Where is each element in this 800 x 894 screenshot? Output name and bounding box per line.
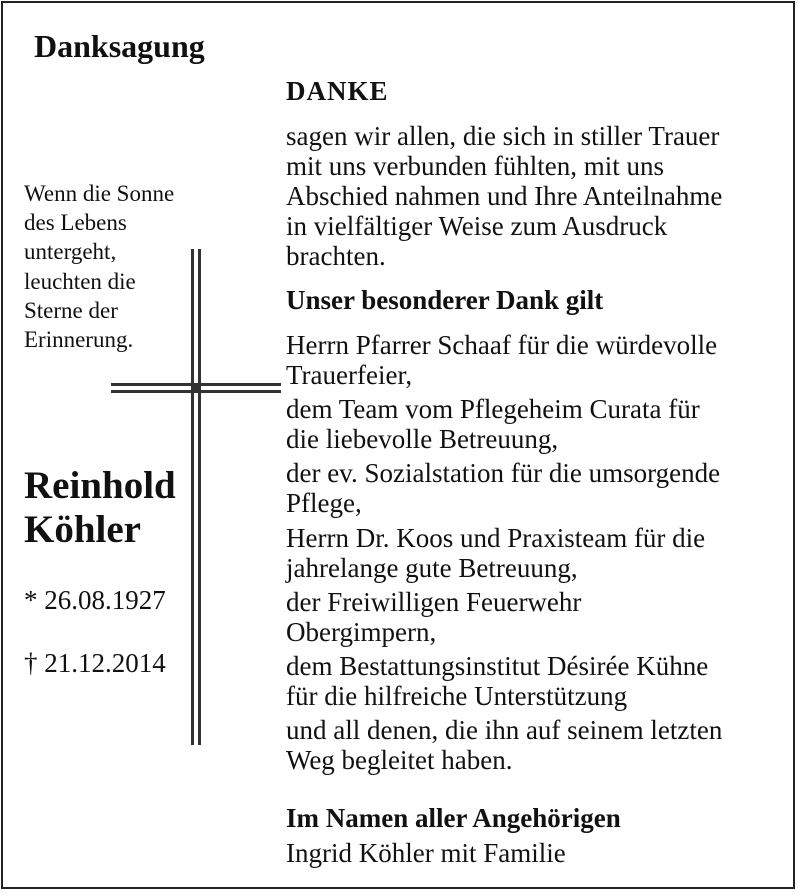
- quote-line: leuchten die: [24, 268, 136, 294]
- recipient-line: der Freiwilligen Feuerwehr: [286, 587, 582, 617]
- death-date: † 21.12.2014: [24, 648, 166, 678]
- thanks-recipient: [286, 330, 717, 390]
- thanks-recipient: [286, 715, 722, 775]
- deceased-name: [24, 464, 176, 552]
- signature-heading: Im Namen aller Angehörigen: [286, 803, 621, 833]
- recipient-line: Herrn Dr. Koos und Praxisteam für die: [286, 523, 706, 553]
- recipient-line: Herrn Pfarrer Schaaf für die würdevolle: [286, 330, 718, 360]
- special-thanks-heading: Unser besonderer Dank gilt: [286, 285, 604, 315]
- deceased-last-name: Köhler: [24, 508, 141, 551]
- thanks-recipient: [286, 587, 581, 647]
- recipient-line: dem Bestattungsinstitut Désirée Kühne: [286, 651, 709, 681]
- deceased-first-name: Reinhold: [24, 464, 176, 507]
- quote-line: Erinnerung.: [24, 327, 134, 353]
- quote-line: Wenn die Sonne: [24, 181, 175, 206]
- thanks-intro: [286, 121, 722, 271]
- recipient-line: Pflege,: [286, 488, 362, 518]
- birth-date: * 26.08.1927: [24, 585, 166, 615]
- recipient-line: der ev. Sozialstation für die umsorgende: [286, 458, 721, 488]
- notice-title: Danksagung: [34, 28, 205, 64]
- intro-line: brachten.: [286, 241, 386, 271]
- quote-line: Sterne der: [24, 297, 118, 323]
- recipient-line: Obergimpern,: [286, 617, 437, 647]
- intro-line: mit uns verbunden fühlten, mit uns: [286, 151, 664, 181]
- recipient-line: die liebevolle Betreuung,: [286, 424, 559, 454]
- thanks-recipient: [286, 394, 700, 454]
- thanks-headline: DANKE: [286, 76, 389, 106]
- intro-line: sagen wir allen, die sich in stiller Trauer: [286, 121, 720, 151]
- signature-name: Ingrid Köhler mit Familie: [286, 838, 566, 868]
- cross-vertical-beam: [191, 249, 201, 745]
- intro-line: Abschied nahmen und Ihre Anteilnahme: [286, 181, 723, 211]
- memorial-quote: [24, 179, 174, 354]
- recipient-line: für die hilfreiche Unterstützung: [286, 681, 628, 711]
- intro-line: in vielfältiger Weise zum Ausdruck: [286, 211, 668, 241]
- quote-line: untergeht,: [24, 239, 117, 265]
- cross-center: [193, 383, 199, 393]
- quote-line: des Lebens: [24, 210, 127, 236]
- recipient-line: dem Team vom Pflegeheim Curata für: [286, 394, 700, 424]
- recipient-line: Weg begleitet haben.: [286, 745, 513, 775]
- recipient-line: jahrelange gute Betreuung,: [286, 553, 578, 583]
- recipient-line: Trauerfeier,: [286, 360, 413, 390]
- thanks-recipient: [286, 458, 720, 518]
- recipient-line: und all denen, die ihn auf seinem letzten: [286, 715, 723, 745]
- thanks-recipient: [286, 523, 705, 583]
- thanks-recipient: [286, 651, 708, 711]
